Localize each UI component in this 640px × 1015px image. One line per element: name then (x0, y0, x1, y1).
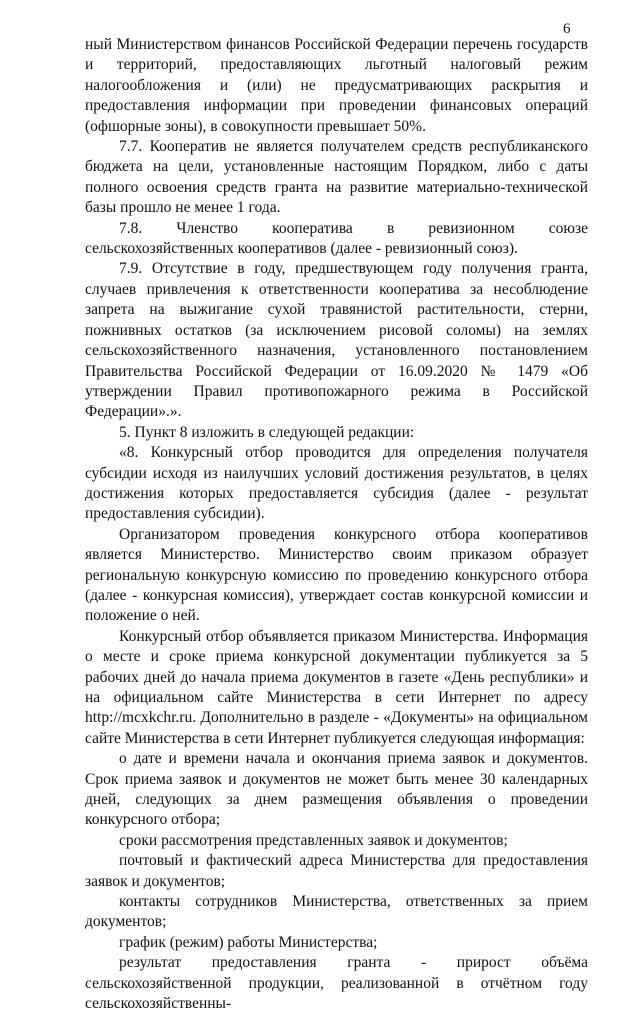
paragraph-7-9: 7.9. Отсутствие в году, предшествующем году получения гранта, случаев привлечения к ответственности кооператива за несоблюдение запрета на выжигание сухой травянистой растительности, стерни, пожнивных остатков (за исключением рисовой соломы) на землях сельскохозяйственного назначения, установленного постановлением Правительства Российской Федерации от 16.09.2020 № 1479 «Об утверждении Правил противопожарного режима в Российской Федерации».». (85, 260, 588, 421)
list-item-schedule: график (режим) работы Министерства; (119, 933, 378, 951)
paragraph-announcement: Конкурсный отбор объявляется приказом Министерства. Информация о месте и сроке приема конкурсной документации публикуется за 5 рабочих дней до начала приема документов в газете «День республики» и на официальном сайте Министерства в сети Интернет по адресу http://mcxkchr.ru. Дополнительно в разделе - «Документы» на официальном сайте Министерства в сети Интернет публикуется следующая информация: (85, 627, 588, 747)
list-item-result: результат предоставления гранта - прирост объёма сельскохозяйственной продукции, реализованной в отчётном году сельскохозяйственны- (85, 954, 588, 1013)
list-item-dates: о дате и времени начала и окончания приема заявок и документов. Срок приема заявок и документов не может быть менее 30 календарных дней, следующих за днем размещения объявления о проведении конкурсного отбора; (85, 750, 588, 829)
paragraph-item-5: 5. Пункт 8 изложить в следующей редакции: (119, 423, 415, 441)
paragraph-8: «8. Конкурсный отбор проводится для определения получателя субсидии исходя из наилучших условий достижения результатов, в целях достижения которых предоставляется субсидия (далее - результат предоставления субсидии). (85, 444, 588, 523)
paragraph-organizer: Организатором проведения конкурсного отбора кооперативов является Министерство. Министерство своим приказом образует региональную конкурсную комиссию по проведению конкурсного отбора (далее - конкурсная комиссия), утверждает состав конкурсной комиссии и положение о ней. (85, 525, 588, 625)
list-item-contacts: контакты сотрудников Министерства, ответственных за прием документов; (85, 893, 588, 931)
paragraph-7-8: 7.8. Членство кооператива в ревизионном союзе сельскохозяйственных кооперативов (далее - ревизионный союз). (85, 219, 588, 258)
paragraph-7-7: 7.7. Кооператив не является получателем средств республиканского бюджета на цели, установленные настоящим Порядком, либо с даты полного освоения средств гранта на развитие материально-технической базы прошло не менее 1 года. (85, 138, 588, 217)
page-number: 6 (563, 21, 571, 37)
list-item-review-terms: сроки рассмотрения представленных заявок и документов; (119, 831, 508, 849)
paragraph-continuation: ный Министерством финансов Российской Федерации перечень государств и территорий, предоставляющих льготный налоговый режим налогообложения и (или) не предусматривающих раскрытия и предоставления информации при проведении финансовых операций (офшорные зоны), в совокупности превышает 50%. (85, 36, 588, 135)
list-item-addresses: почтовый и фактический адреса Министерства для предоставления заявок и документов; (85, 852, 588, 890)
document-body (85, 35, 588, 1015)
